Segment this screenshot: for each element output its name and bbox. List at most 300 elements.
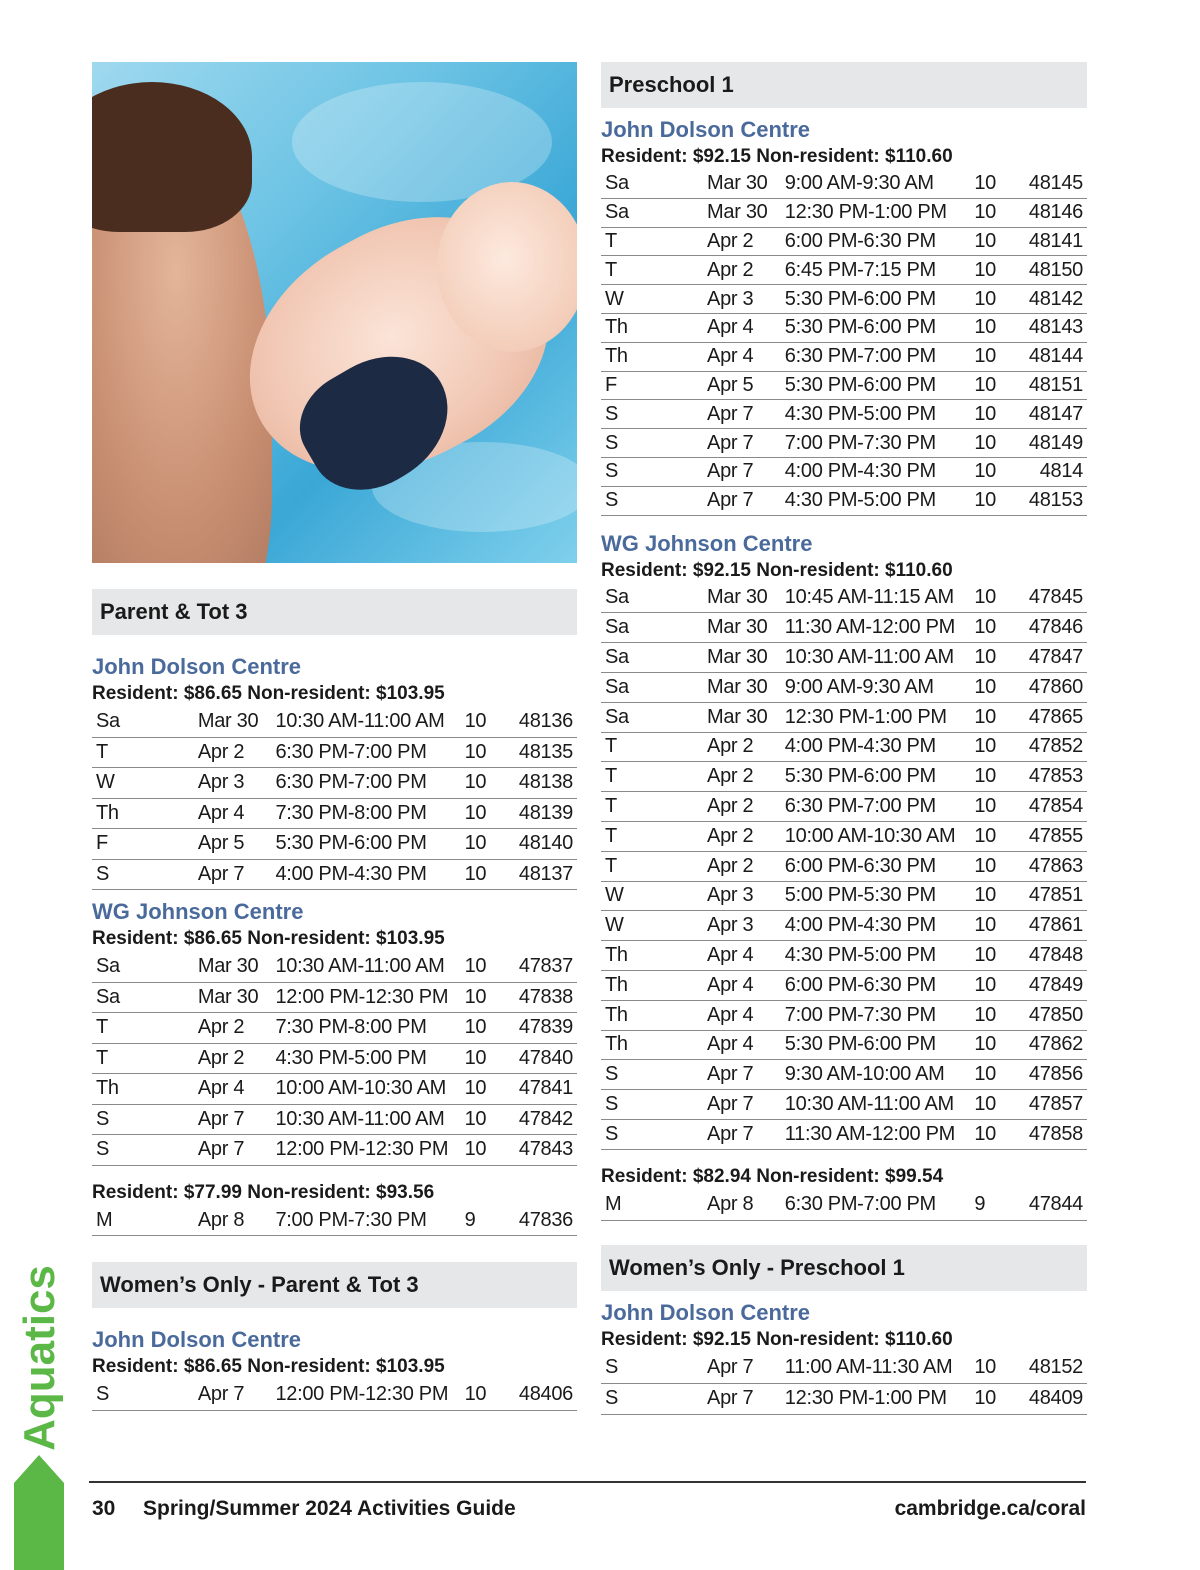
date-cell: Apr 4 [703,342,781,371]
table-row [92,1135,577,1166]
table-row [601,1000,1087,1030]
table-row [601,1090,1087,1120]
date-cell: Mar 30 [703,672,781,702]
date-cell: Apr 2 [703,732,781,762]
time-cell: 6:00 PM-6:30 PM [781,970,971,1000]
price-line: Resident: $92.15 Non-resident: $110.60 [601,559,953,581]
day-cell: Sa [601,643,703,673]
date-cell: Mar 30 [703,702,781,732]
day-cell: Sa [601,584,703,613]
centre-name: WG Johnson Centre [601,530,813,556]
time-cell: 9:00 AM-9:30 AM [781,170,971,198]
barcode-cell: 47846 [1014,613,1087,643]
time-cell: 4:30 PM-5:00 PM [271,1043,460,1074]
date-cell: Apr 7 [703,486,781,515]
time-cell: 6:00 PM-6:30 PM [781,851,971,881]
date-cell: Apr 7 [194,1135,272,1166]
barcode-cell: 47843 [504,1135,577,1166]
sessions-cell: 10 [970,400,1014,429]
date-cell: Apr 4 [703,1000,781,1030]
section-sidebar-label [14,1265,66,1450]
table-row [601,400,1087,429]
price-line: Resident: $77.99 Non-resident: $93.56 [92,1181,435,1203]
footer-divider [89,1481,1086,1483]
barcode-cell: 4814 [1014,457,1087,486]
time-cell: 4:00 PM-4:30 PM [781,732,971,762]
table-row [601,429,1087,458]
time-cell: 6:00 PM-6:30 PM [781,227,971,256]
time-cell: 6:30 PM-7:00 PM [781,342,971,371]
date-cell: Apr 7 [703,1119,781,1149]
time-cell: 4:00 PM-4:30 PM [271,859,460,890]
sessions-cell: 10 [970,285,1014,314]
price-line: Resident: $92.15 Non-resident: $110.60 [601,146,953,167]
time-cell: 5:30 PM-6:00 PM [271,829,460,860]
sessions-cell: 10 [970,911,1014,941]
barcode-cell: 48151 [1014,371,1087,400]
table-row [601,613,1087,643]
right-column [601,62,1087,1415]
day-cell: Th [92,1074,194,1105]
guide-title: Spring/Summer 2024 Activities Guide [143,1497,516,1520]
sessions-cell: 10 [970,170,1014,198]
date-cell: Mar 30 [194,952,272,982]
table-row [601,170,1087,198]
day-cell: Th [92,798,194,829]
day-cell: Sa [92,982,194,1013]
date-cell: Mar 30 [703,198,781,227]
day-cell: S [601,1090,703,1120]
centre-name: WG Johnson Centre [92,899,304,924]
date-cell: Apr 2 [703,256,781,285]
time-cell: 5:00 PM-5:30 PM [781,881,971,911]
time-cell: 11:30 AM-12:00 PM [781,613,971,643]
sessions-cell: 10 [970,1030,1014,1060]
sessions-cell: 10 [970,342,1014,371]
sessions-cell: 9 [970,1190,1014,1221]
date-cell: Apr 7 [703,429,781,458]
date-cell: Apr 2 [703,821,781,851]
parent-baby-swimming-photo [92,62,577,563]
table-row [601,792,1087,822]
barcode-cell: 48138 [504,768,577,799]
day-cell: M [601,1190,703,1221]
time-cell: 4:30 PM-5:00 PM [781,941,971,971]
table-row [601,1030,1087,1060]
day-cell: Th [601,1030,703,1060]
centre-name: John Dolson Centre [92,654,302,679]
date-cell: Apr 2 [194,1013,272,1044]
sessions-cell: 10 [461,768,505,799]
date-cell: Apr 5 [194,829,272,860]
barcode-cell: 48145 [1014,170,1087,198]
sessions-cell: 10 [461,737,505,768]
day-cell: Sa [601,613,703,643]
day-cell: T [92,1043,194,1074]
date-cell: Mar 30 [194,982,272,1013]
date-cell: Apr 7 [703,400,781,429]
barcode-cell: 47865 [1014,702,1087,732]
barcode-cell: 48146 [1014,198,1087,227]
date-cell: Apr 7 [703,1060,781,1090]
schedule-table [92,1380,577,1411]
table-row [601,227,1087,256]
day-cell: W [601,285,703,314]
barcode-cell: 47836 [504,1206,577,1236]
table-row [601,457,1087,486]
table-row [92,1104,577,1135]
time-cell: 6:30 PM-7:00 PM [271,737,460,768]
date-cell: Apr 4 [194,1074,272,1105]
sessions-cell: 10 [461,1135,505,1166]
date-cell: Mar 30 [703,643,781,673]
left-column [92,62,577,1411]
day-cell: W [601,911,703,941]
time-cell: 10:45 AM-11:15 AM [781,584,971,613]
day-cell: S [92,859,194,890]
day-cell: S [601,1060,703,1090]
time-cell: 7:00 PM-7:30 PM [781,1000,971,1030]
table-row [601,851,1087,881]
day-cell: T [601,762,703,792]
time-cell: 12:30 PM-1:00 PM [781,702,971,732]
sessions-cell: 10 [970,792,1014,822]
day-cell: T [601,851,703,881]
date-cell: Apr 4 [703,1030,781,1060]
barcode-cell: 48147 [1014,400,1087,429]
barcode-cell: 47845 [1014,584,1087,613]
barcode-cell: 47849 [1014,970,1087,1000]
time-cell: 12:00 PM-12:30 PM [271,1135,460,1166]
table-row [601,313,1087,342]
time-cell: 4:30 PM-5:00 PM [781,486,971,515]
barcode-cell: 48137 [504,859,577,890]
day-cell: S [601,1119,703,1149]
table-row [92,1206,577,1236]
day-cell: M [92,1206,194,1236]
table-row [601,1060,1087,1090]
section-header-womens-preschool-1: Women’s Only - Preschool 1 [601,1245,1087,1291]
sessions-cell: 10 [970,584,1014,613]
sessions-cell: 10 [970,198,1014,227]
day-cell: Sa [601,198,703,227]
sessions-cell: 9 [461,1206,505,1236]
time-cell: 11:00 AM-11:30 AM [781,1353,971,1384]
date-cell: Mar 30 [703,584,781,613]
table-row [92,1043,577,1074]
time-cell: 5:30 PM-6:00 PM [781,762,971,792]
table-row [601,762,1087,792]
table-row [92,859,577,890]
barcode-cell: 48141 [1014,227,1087,256]
schedule-table [601,170,1087,516]
table-row [92,798,577,829]
barcode-cell: 48140 [504,829,577,860]
sessions-cell: 10 [970,881,1014,911]
table-row [92,737,577,768]
sessions-cell: 10 [970,613,1014,643]
sessions-cell: 10 [970,429,1014,458]
page-number: 30 [92,1497,116,1520]
day-cell: T [92,1013,194,1044]
table-row [601,732,1087,762]
sessions-cell: 10 [970,313,1014,342]
sessions-cell: 10 [461,1074,505,1105]
sessions-cell: 10 [461,982,505,1013]
day-cell: W [92,768,194,799]
date-cell: Apr 8 [703,1190,781,1221]
table-row [601,371,1087,400]
time-cell: 10:30 AM-11:00 AM [271,952,460,982]
sessions-cell: 10 [461,707,505,737]
date-cell: Apr 2 [703,227,781,256]
table-row [601,911,1087,941]
date-cell: Mar 30 [703,613,781,643]
day-cell: Sa [601,702,703,732]
sessions-cell: 10 [461,1043,505,1074]
sessions-cell: 10 [970,1119,1014,1149]
time-cell: 10:30 AM-11:00 AM [271,1104,460,1135]
day-cell: Th [601,342,703,371]
sessions-cell: 10 [461,952,505,982]
day-cell: Sa [92,707,194,737]
table-row [92,952,577,982]
day-cell: S [92,1104,194,1135]
table-row [601,941,1087,971]
table-row [92,707,577,737]
date-cell: Apr 2 [703,851,781,881]
schedule-table [601,584,1087,1150]
barcode-cell: 47848 [1014,941,1087,971]
barcode-cell: 48143 [1014,313,1087,342]
table-row [601,970,1087,1000]
time-cell: 10:00 AM-10:30 AM [271,1074,460,1105]
time-cell: 9:00 AM-9:30 AM [781,672,971,702]
table-row [92,768,577,799]
day-cell: S [601,400,703,429]
table-row [92,1013,577,1044]
barcode-cell: 47850 [1014,1000,1087,1030]
barcode-cell: 47860 [1014,672,1087,702]
time-cell: 12:30 PM-1:00 PM [781,198,971,227]
date-cell: Apr 3 [703,911,781,941]
section-header-womens-parent-tot-3: Women’s Only - Parent & Tot 3 [92,1262,577,1308]
date-cell: Apr 7 [703,457,781,486]
sessions-cell: 10 [970,227,1014,256]
centre-name: John Dolson Centre [601,1299,811,1325]
day-cell: W [601,881,703,911]
day-cell: S [601,457,703,486]
time-cell: 10:00 AM-10:30 AM [781,821,971,851]
day-cell: Th [601,313,703,342]
table-row [601,1383,1087,1414]
date-cell: Apr 3 [703,881,781,911]
day-cell: S [601,1353,703,1384]
sessions-cell: 10 [970,256,1014,285]
day-cell: T [601,227,703,256]
schedule-table [92,1206,577,1237]
day-cell: Sa [92,952,194,982]
date-cell: Apr 2 [194,737,272,768]
barcode-cell: 48139 [504,798,577,829]
sessions-cell: 10 [970,1090,1014,1120]
sessions-cell: 10 [970,941,1014,971]
centre-name: John Dolson Centre [601,117,811,142]
date-cell: Apr 4 [703,313,781,342]
price-line: Resident: $86.65 Non-resident: $103.95 [92,928,445,949]
barcode-cell: 48409 [1014,1383,1087,1414]
table-row [92,1380,577,1410]
table-row [601,285,1087,314]
day-cell: Sa [601,170,703,198]
barcode-cell: 48135 [504,737,577,768]
barcode-cell: 47851 [1014,881,1087,911]
table-row [92,1074,577,1105]
time-cell: 12:00 PM-12:30 PM [271,982,460,1013]
barcode-cell: 47863 [1014,851,1087,881]
day-cell: S [92,1135,194,1166]
day-cell: T [601,256,703,285]
sessions-cell: 10 [970,702,1014,732]
schedule-table [92,707,577,890]
barcode-cell: 47844 [1014,1190,1087,1221]
time-cell: 9:30 AM-10:00 AM [781,1060,971,1090]
sessions-cell: 10 [970,672,1014,702]
barcode-cell: 47840 [504,1043,577,1074]
day-cell: Th [601,1000,703,1030]
sessions-cell: 10 [461,1013,505,1044]
centre-name: John Dolson Centre [92,1327,302,1352]
sessions-cell: 10 [970,970,1014,1000]
date-cell: Apr 2 [194,1043,272,1074]
sessions-cell: 10 [970,1353,1014,1384]
sessions-cell: 10 [461,1104,505,1135]
time-cell: 12:00 PM-12:30 PM [271,1380,460,1410]
table-row [601,1353,1087,1384]
barcode-cell: 47837 [504,952,577,982]
table-row [601,881,1087,911]
date-cell: Mar 30 [703,170,781,198]
barcode-cell: 47856 [1014,1060,1087,1090]
day-cell: F [601,371,703,400]
barcode-cell: 48406 [504,1380,577,1410]
barcode-cell: 47854 [1014,792,1087,822]
barcode-cell: 48153 [1014,486,1087,515]
date-cell: Apr 3 [703,285,781,314]
sessions-cell: 10 [970,371,1014,400]
sessions-cell: 10 [461,798,505,829]
sessions-cell: 10 [970,851,1014,881]
sessions-cell: 10 [461,829,505,860]
date-cell: Apr 4 [194,798,272,829]
price-line: Resident: $82.94 Non-resident: $99.54 [601,1165,944,1187]
barcode-cell: 47862 [1014,1030,1087,1060]
barcode-cell: 48136 [504,707,577,737]
barcode-cell: 47858 [1014,1119,1087,1149]
barcode-cell: 47857 [1014,1090,1087,1120]
time-cell: 6:45 PM-7:15 PM [781,256,971,285]
schedule-table [601,1353,1087,1415]
barcode-cell: 47838 [504,982,577,1013]
date-cell: Apr 3 [194,768,272,799]
barcode-cell: 48152 [1014,1353,1087,1384]
date-cell: Apr 4 [703,941,781,971]
time-cell: 4:30 PM-5:00 PM [781,400,971,429]
aquatics-label: Aquatics [15,1264,65,1451]
day-cell: T [92,737,194,768]
sessions-cell: 10 [970,762,1014,792]
time-cell: 6:30 PM-7:00 PM [271,768,460,799]
day-cell: S [601,1383,703,1414]
table-row [92,829,577,860]
time-cell: 10:30 AM-11:00 AM [271,707,460,737]
section-header-parent-tot-3: Parent & Tot 3 [92,589,577,635]
section-header-preschool-1: Preschool 1 [601,62,1087,108]
date-cell: Apr 4 [703,970,781,1000]
day-cell: S [92,1380,194,1410]
barcode-cell: 47853 [1014,762,1087,792]
barcode-cell: 47855 [1014,821,1087,851]
time-cell: 6:30 PM-7:00 PM [781,1190,971,1221]
price-line: Resident: $86.65 Non-resident: $103.95 [92,683,445,704]
time-cell: 7:30 PM-8:00 PM [271,798,460,829]
table-row [601,672,1087,702]
sessions-cell: 10 [970,1060,1014,1090]
time-cell: 5:30 PM-6:00 PM [781,285,971,314]
barcode-cell: 47842 [504,1104,577,1135]
date-cell: Apr 7 [703,1383,781,1414]
website-link[interactable]: cambridge.ca/coral [894,1497,1086,1520]
date-cell: Apr 7 [194,859,272,890]
table-row [601,198,1087,227]
time-cell: 5:30 PM-6:00 PM [781,1030,971,1060]
sessions-cell: 10 [970,486,1014,515]
time-cell: 11:30 AM-12:00 PM [781,1119,971,1149]
barcode-cell: 47847 [1014,643,1087,673]
day-cell: F [92,829,194,860]
sessions-cell: 10 [970,643,1014,673]
table-row [601,702,1087,732]
table-row [601,486,1087,515]
price-line: Resident: $92.15 Non-resident: $110.60 [601,1328,953,1350]
barcode-cell: 47839 [504,1013,577,1044]
day-cell: Sa [601,672,703,702]
barcode-cell: 47852 [1014,732,1087,762]
time-cell: 4:00 PM-4:30 PM [781,457,971,486]
time-cell: 7:00 PM-7:30 PM [271,1206,460,1236]
table-row [601,821,1087,851]
day-cell: T [601,821,703,851]
day-cell: S [601,429,703,458]
barcode-cell: 48142 [1014,285,1087,314]
time-cell: 10:30 AM-11:00 AM [781,643,971,673]
table-row [601,342,1087,371]
date-cell: Apr 7 [703,1353,781,1384]
barcode-cell: 48149 [1014,429,1087,458]
sessions-cell: 10 [970,732,1014,762]
time-cell: 5:30 PM-6:00 PM [781,313,971,342]
time-cell: 10:30 AM-11:00 AM [781,1090,971,1120]
sessions-cell: 10 [461,859,505,890]
time-cell: 5:30 PM-6:00 PM [781,371,971,400]
barcode-cell: 48150 [1014,256,1087,285]
date-cell: Mar 30 [194,707,272,737]
table-row [601,584,1087,613]
date-cell: Apr 7 [703,1090,781,1120]
time-cell: 6:30 PM-7:00 PM [781,792,971,822]
day-cell: Th [601,941,703,971]
time-cell: 12:30 PM-1:00 PM [781,1383,971,1414]
